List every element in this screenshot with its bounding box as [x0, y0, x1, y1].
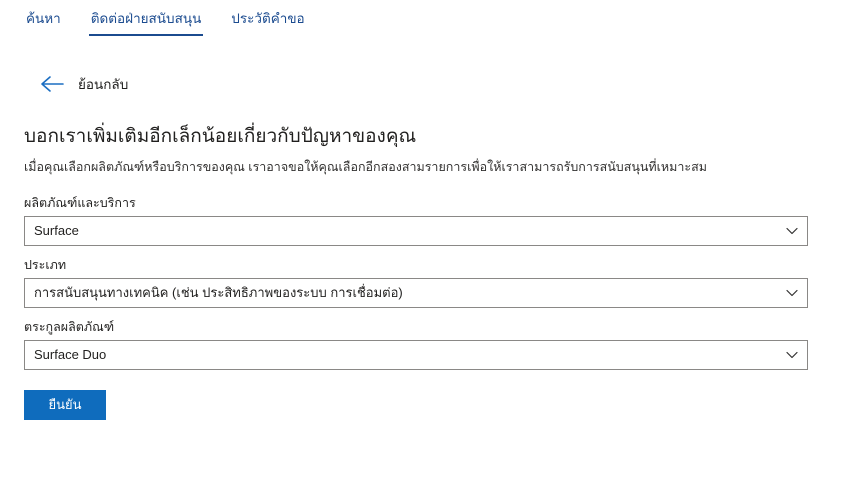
submit-row [24, 390, 842, 420]
label-product-and-services: ผลิตภัณฑ์และบริการ [24, 196, 136, 210]
page-subtitle: เมื่อคุณเลือกผลิตภัณฑ์หรือบริการของคุณ เราอาจขอให้คุณเลือกอีกสองสามรายการเพื่อให้เราสามารถรับการสนับสนุนที่เหมาะสม [24, 160, 708, 174]
chevron-down-icon[interactable] [786, 279, 798, 307]
field-product-and-services [24, 194, 842, 246]
tab-request-history[interactable]: ประวัติคำขอ [231, 11, 305, 26]
select-product-and-services-value: Surface [34, 223, 79, 238]
select-category[interactable] [24, 278, 808, 308]
confirm-button[interactable]: ยืนยัน [24, 390, 106, 420]
tab-contact-support[interactable]: ติดต่อฝ่ายสนับสนุน [89, 10, 204, 36]
field-product-family [24, 318, 842, 370]
select-product-and-services[interactable] [24, 216, 808, 246]
top-tabs [0, 0, 866, 30]
chevron-down-icon[interactable] [786, 217, 798, 245]
arrow-left-icon[interactable] [40, 75, 64, 93]
page-title: บอกเราเพิ่มเติมอีกเล็กน้อยเกี่ยวกับปัญหาของคุณ [24, 126, 417, 147]
main-content [0, 102, 866, 420]
select-category-value: การสนับสนุนทางเทคนิค (เช่น ประสิทธิภาพของระบบ การเชื่อมต่อ) [34, 285, 403, 300]
chevron-down-icon[interactable] [786, 341, 798, 369]
tab-search[interactable]: ค้นหา [26, 11, 61, 26]
back-row[interactable] [0, 30, 866, 102]
back-label[interactable]: ย้อนกลับ [78, 77, 129, 92]
select-product-family[interactable] [24, 340, 808, 370]
select-product-family-value: Surface Duo [34, 347, 107, 362]
label-category: ประเภท [24, 258, 67, 272]
label-product-family: ตระกูลผลิตภัณฑ์ [24, 320, 115, 334]
field-category [24, 256, 842, 308]
